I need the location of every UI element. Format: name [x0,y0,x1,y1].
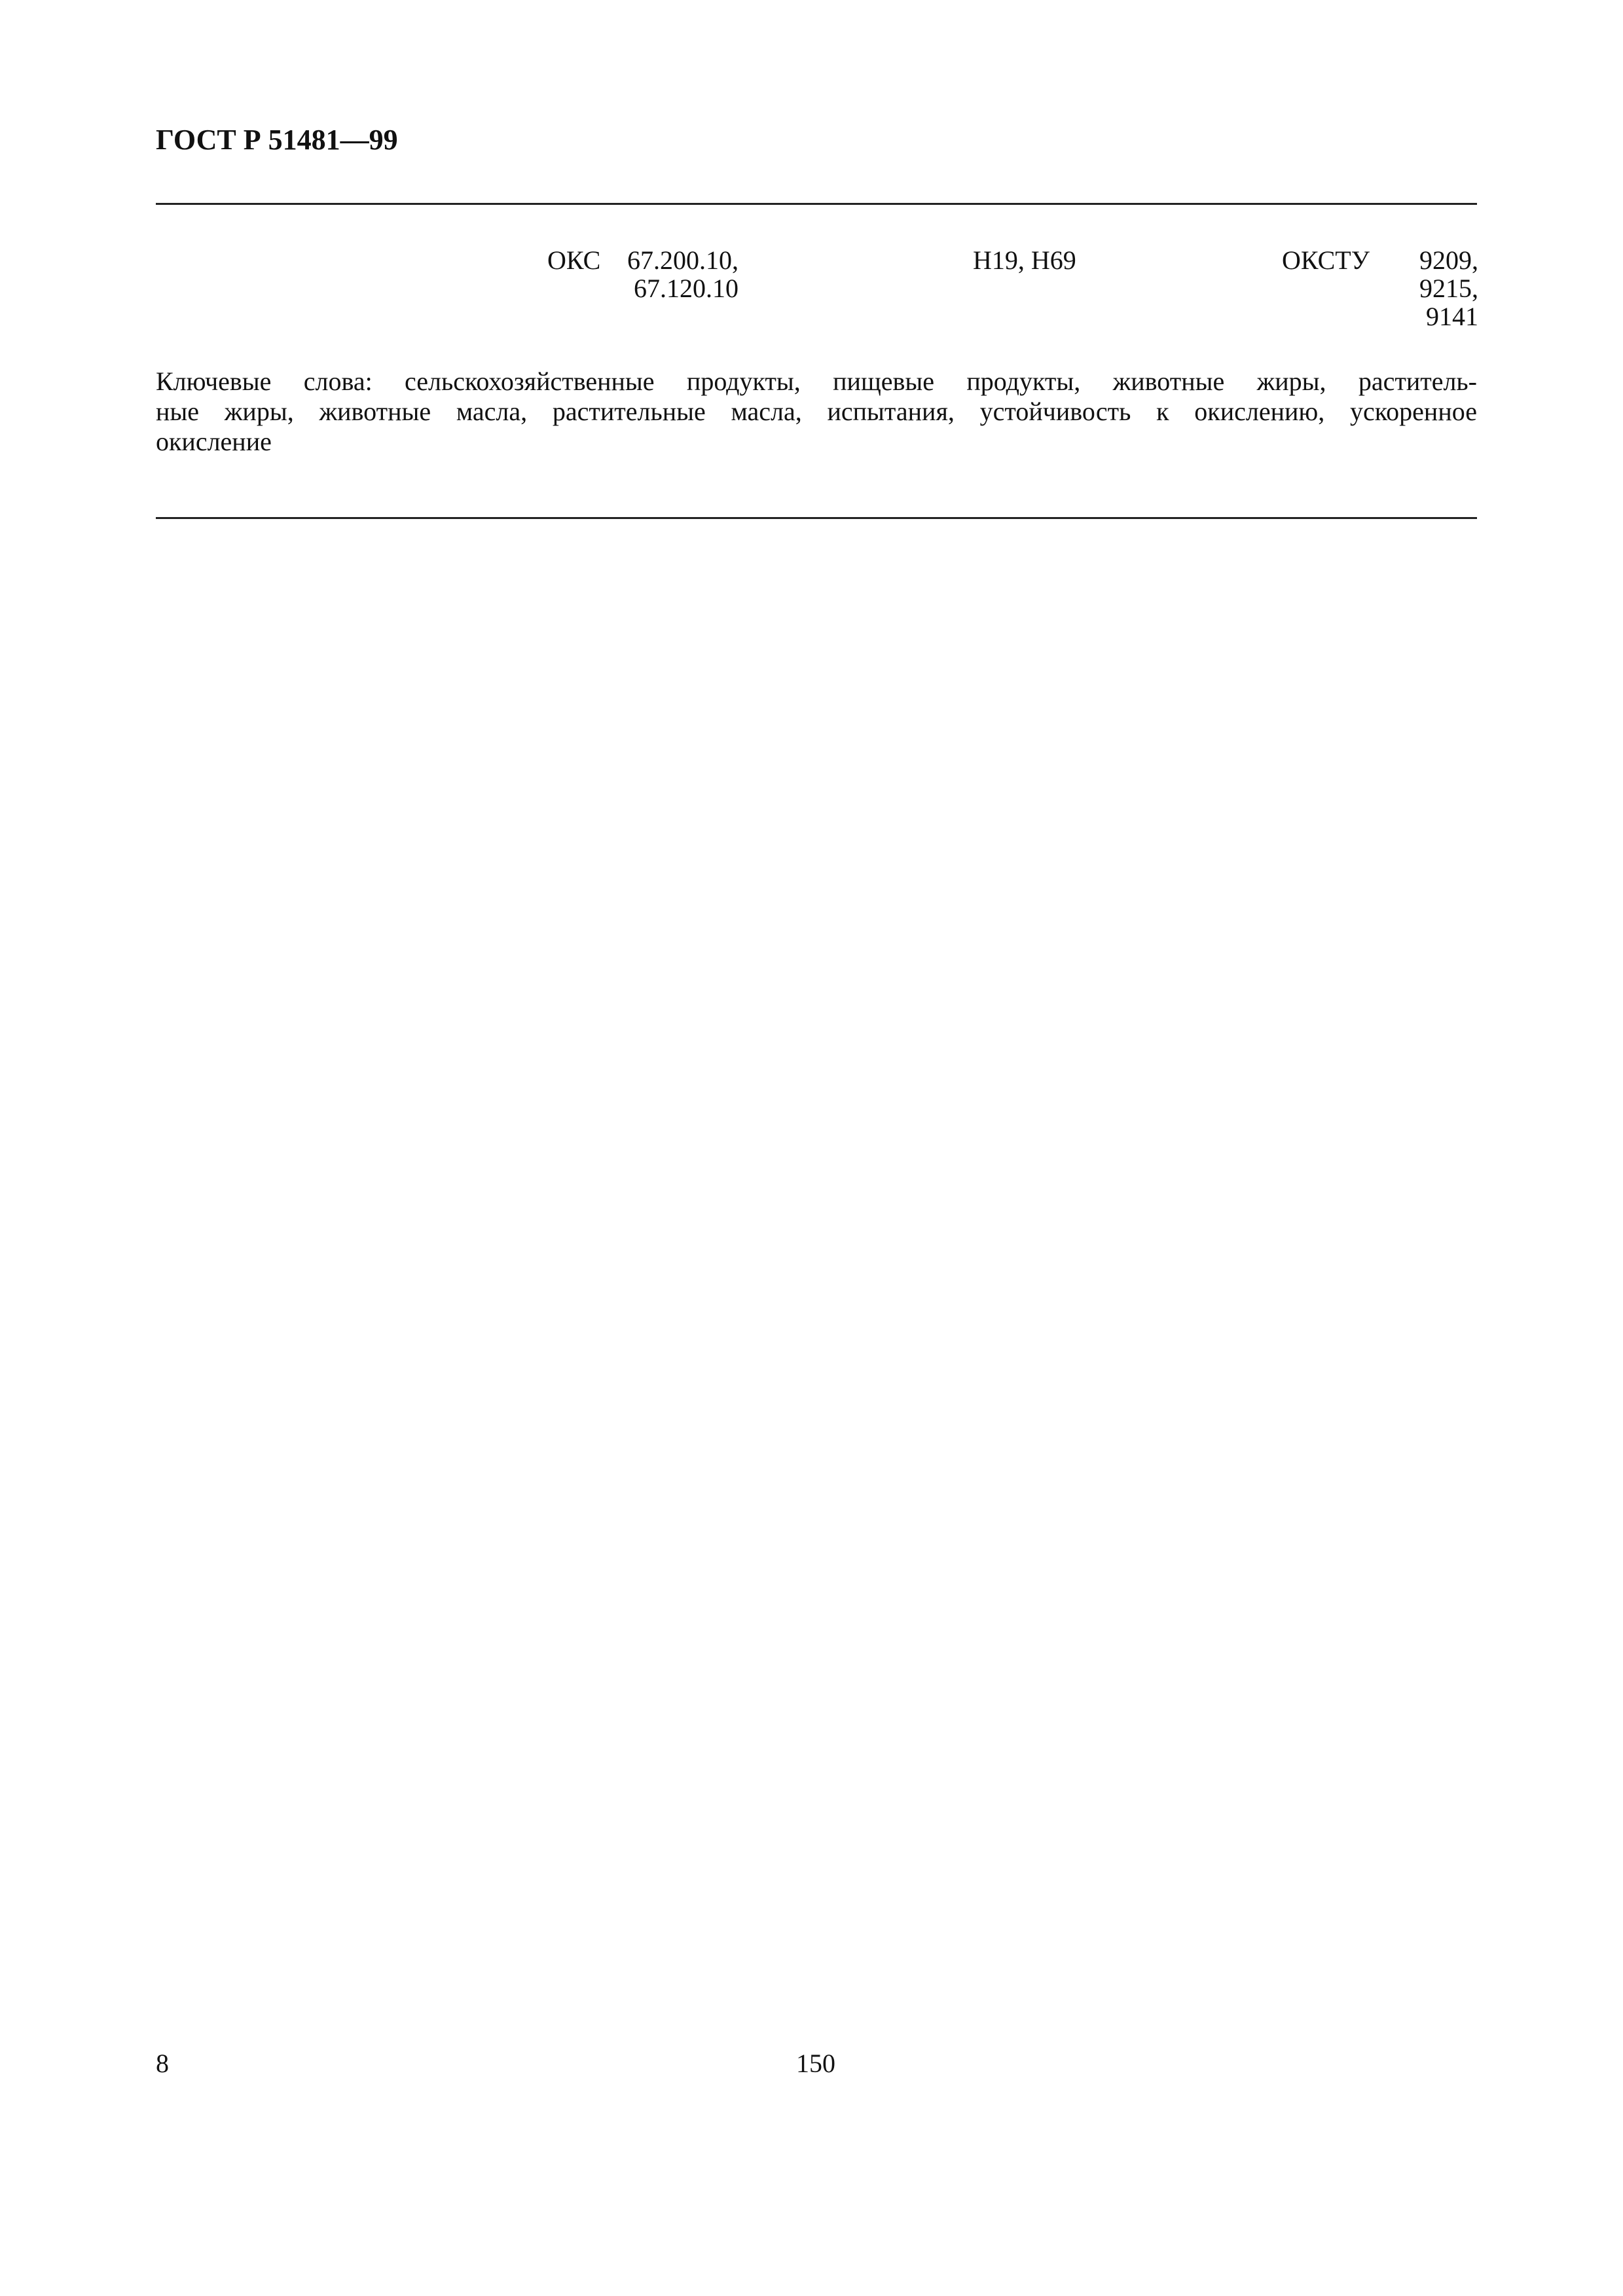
oks-code: 67.120.10 [634,274,739,303]
sheet-number: 150 [796,2049,835,2078]
keywords-line: Ключевые слова: сельскохозяйственные продукты, пищевые продукты, животные жиры, раститель- [156,367,1477,396]
okstu-code: 9209, [1419,245,1478,275]
oks-codes [627,246,739,302]
okstu-label: ОКСТУ [1282,245,1370,275]
okstu-code: 9215, [1419,274,1478,303]
oks-label: ОКС [547,245,601,275]
page-number: 8 [156,2049,169,2078]
bottom-divider [156,517,1477,519]
okstu-codes [1419,246,1478,331]
document-code: ГОСТ Р 51481—99 [156,124,398,156]
okstu-code: 9141 [1426,302,1478,331]
keywords-line: окисление [156,427,272,456]
oks-classifier [547,246,822,312]
top-divider [156,203,1477,205]
keywords-paragraph [156,367,1477,457]
oks-code: 67.200.10, [627,245,739,275]
okp-codes: Н19, Н69 [973,245,1076,275]
keywords-line: ные жиры, животные масла, растительные масла, испытания, устойчивость к окислению, ускоренное [156,397,1477,426]
okstu-classifier [1282,246,1478,338]
okp-classifier [973,246,1143,279]
